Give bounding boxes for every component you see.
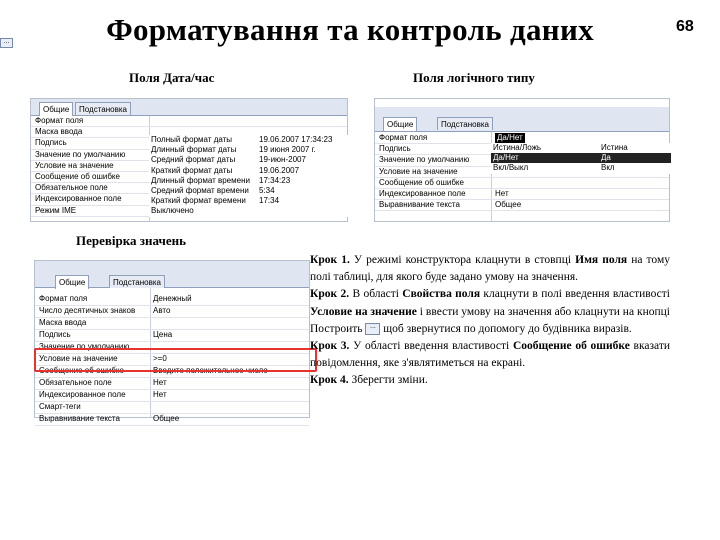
property-name: Формат поля	[39, 294, 88, 303]
property-name: Маска ввода	[39, 318, 87, 327]
property-name: Условие на значение	[379, 166, 458, 176]
instructions	[310, 252, 670, 390]
format-option[interactable]	[149, 155, 349, 165]
property-name: Подпись	[39, 330, 71, 339]
tab-lookup[interactable]: Подстановка	[75, 102, 131, 115]
property-name: Выравнивание текста	[379, 200, 460, 210]
page-title: Форматування та контроль даних	[106, 12, 594, 47]
builder-button-icon[interactable]: ...	[0, 38, 13, 48]
property-row[interactable]	[375, 178, 669, 189]
property-name: Значение по умолчанию	[379, 155, 470, 165]
property-value: Нет	[153, 378, 167, 387]
format-option[interactable]	[149, 135, 349, 145]
property-name: Подпись	[35, 138, 67, 148]
property-value: Да/Нет	[497, 133, 523, 142]
property-name: Обязательное поле	[39, 378, 112, 387]
tab-lookup[interactable]: Подстановка	[109, 275, 165, 288]
property-row[interactable]	[35, 390, 309, 402]
format-example: 17:34	[259, 196, 280, 206]
property-name: Условие на значение	[35, 160, 114, 170]
datetime-properties-panel	[30, 98, 348, 222]
format-example: 19-июн-2007	[259, 155, 306, 165]
property-row[interactable]	[375, 189, 669, 200]
property-value: Нет	[153, 390, 167, 399]
property-name: Сообщение об ошибке	[35, 171, 120, 181]
page-number: 68	[676, 18, 694, 35]
tab-general[interactable]: Общие	[383, 117, 417, 131]
option-value: Да	[601, 153, 611, 163]
format-option[interactable]	[149, 176, 349, 186]
property-value: Нет	[495, 188, 509, 198]
property-name: Индексированное поле	[35, 194, 122, 204]
property-name: Сообщение об ошибке	[379, 177, 464, 187]
option-value: Истина	[601, 143, 628, 152]
validation-properties-panel	[34, 260, 310, 423]
format-example: 19.06.2007 17:34:23	[259, 135, 333, 144]
property-row[interactable]	[35, 294, 309, 306]
format-name: Длинный формат времени	[151, 175, 250, 185]
property-value: Денежный	[153, 294, 192, 303]
property-row[interactable]	[35, 378, 309, 390]
boolean-format-dropdown	[491, 143, 671, 174]
format-example: 19.06.2007	[259, 165, 300, 175]
format-option[interactable]	[149, 166, 349, 176]
property-value: >=0	[153, 354, 167, 363]
boolean-format-option[interactable]	[491, 143, 671, 153]
format-dropdown-list	[149, 135, 349, 217]
property-name: Смарт-теги	[39, 402, 81, 411]
step-1: Крок 1. У режимі конструктора клацнути в стовпці Имя поля на тому полі таблиці, для якого буде задано умову на значення.	[310, 254, 670, 284]
property-row[interactable]	[35, 414, 309, 426]
property-name: Маска ввода	[35, 127, 83, 137]
format-name: Средний формат даты	[151, 155, 236, 165]
format-name: Краткий формат даты	[151, 165, 233, 175]
caption-validation: Перевірка значень	[76, 233, 186, 248]
format-name: Выключено	[151, 206, 194, 216]
property-name: Условие на значение	[39, 354, 118, 363]
property-name: Число десятичных знаков	[39, 306, 136, 315]
property-value: Авто	[153, 306, 171, 315]
option-value: Вкл	[601, 163, 615, 173]
property-name: Формат поля	[379, 133, 428, 142]
format-example: 19 июня 2007 г.	[259, 145, 316, 155]
property-name: Выравнивание текста	[39, 414, 120, 423]
property-value: Общее	[153, 414, 180, 423]
format-name: Длинный формат даты	[151, 145, 237, 155]
property-name: Значение по умолчанию	[35, 149, 126, 159]
caption-logical: Поля логічного типу	[413, 70, 535, 85]
validation-highlight-frame	[34, 348, 317, 372]
format-name: Краткий формат времени	[151, 196, 246, 206]
tab-general[interactable]: Общие	[39, 102, 73, 116]
format-option[interactable]	[149, 186, 349, 196]
step-4: Крок 4. Зберегти зміни.	[310, 374, 428, 387]
property-row[interactable]	[31, 116, 347, 127]
property-name: Значение по умолчанию	[39, 342, 130, 351]
tab-lookup[interactable]: Подстановка	[437, 117, 493, 130]
format-option[interactable]	[149, 206, 349, 216]
property-row[interactable]	[375, 200, 669, 211]
boolean-format-option[interactable]	[491, 163, 671, 173]
property-name: Режим IME	[35, 205, 77, 215]
property-row[interactable]	[35, 306, 309, 318]
format-name: Полный формат даты	[151, 135, 233, 144]
format-name: Средний формат времени	[151, 185, 249, 195]
property-value: Общее	[495, 200, 522, 210]
option-name: Вкл/Выкл	[493, 163, 529, 173]
property-value: Введите положительное число	[153, 366, 268, 375]
property-name: Индексированное поле	[39, 390, 126, 399]
format-example: 17:34:23	[259, 175, 291, 185]
caption-datetime: Поля Дата/час	[129, 70, 215, 85]
property-row[interactable]	[35, 318, 309, 330]
property-row[interactable]	[35, 402, 309, 414]
property-name: Сообщение об ошибке	[39, 366, 124, 375]
step-3: Крок 3. У області введення властивості Сообщение об ошибке вказати повідомлення, яке з'являтиметься на екрані.	[310, 340, 670, 370]
format-option[interactable]	[149, 145, 349, 155]
property-name: Обязательное поле	[35, 183, 108, 193]
boolean-format-option[interactable]	[491, 153, 671, 163]
property-name: Подпись	[379, 144, 411, 154]
tab-general[interactable]: Общие	[55, 275, 89, 289]
format-example: 5:34	[259, 185, 275, 195]
format-option[interactable]	[149, 196, 349, 206]
property-row[interactable]	[35, 330, 309, 342]
property-value: Цена	[153, 330, 173, 339]
property-name: Индексированное поле	[379, 188, 466, 198]
option-name: Да/Нет	[493, 153, 519, 163]
build-button-icon[interactable]: ...	[365, 323, 380, 335]
step-2: Крок 2. В області Свойства поля клацнути в полі введення властивості Условие на значение і ввести умову на значення або клацнути на кнопці Построить ... щоб звернутися по допомогу до будівника виразів.	[310, 288, 671, 335]
option-name: Истина/Ложь	[493, 143, 542, 152]
property-name: Формат поля	[35, 116, 84, 125]
logical-properties-panel	[374, 98, 670, 222]
